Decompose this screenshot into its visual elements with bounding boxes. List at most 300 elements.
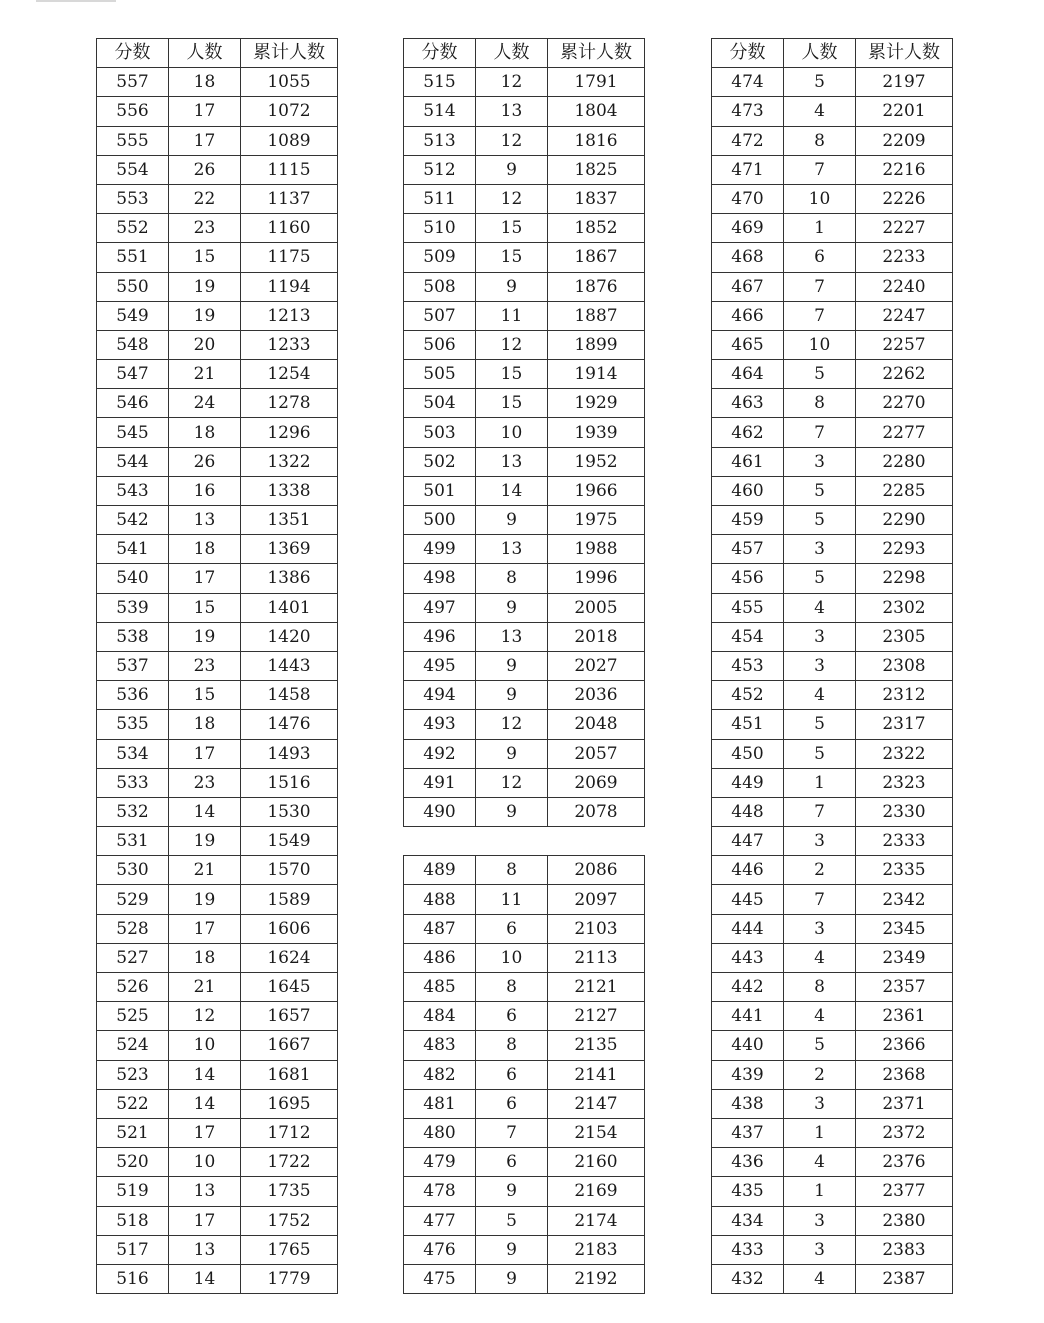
table-row	[97, 710, 338, 739]
table-row	[712, 1264, 953, 1293]
cumulative-cell: 1606	[241, 914, 338, 943]
table-row	[404, 418, 645, 447]
score-cell: 506	[404, 330, 476, 359]
table-row	[97, 1206, 338, 1235]
table-row	[97, 447, 338, 476]
table-row	[97, 797, 338, 826]
count-cell: 21	[169, 973, 241, 1002]
cumulative-cell: 1816	[548, 126, 645, 155]
cumulative-cell: 2317	[856, 710, 953, 739]
cumulative-cell: 2280	[856, 447, 953, 476]
cumulative-cell: 2312	[856, 681, 953, 710]
blank-cell	[404, 827, 645, 856]
score-cell: 482	[404, 1060, 476, 1089]
score-cell: 517	[97, 1235, 169, 1264]
table-row	[97, 1031, 338, 1060]
table-row	[97, 651, 338, 680]
count-cell: 14	[169, 1264, 241, 1293]
cumulative-cell: 1589	[241, 885, 338, 914]
cumulative-cell: 1765	[241, 1235, 338, 1264]
cumulative-cell: 1278	[241, 389, 338, 418]
score-cell: 537	[97, 651, 169, 680]
count-cell: 11	[476, 885, 548, 914]
score-cell: 555	[97, 126, 169, 155]
cumulative-cell: 2330	[856, 797, 953, 826]
score-cell: 497	[404, 593, 476, 622]
count-cell: 13	[476, 622, 548, 651]
table-row	[712, 885, 953, 914]
cumulative-cell: 2308	[856, 651, 953, 680]
cumulative-cell: 2380	[856, 1206, 953, 1235]
count-cell: 13	[169, 1177, 241, 1206]
count-cell: 5	[784, 564, 856, 593]
cumulative-cell: 1837	[548, 184, 645, 213]
count-cell: 7	[784, 272, 856, 301]
cumulative-cell: 2366	[856, 1031, 953, 1060]
score-cell: 541	[97, 535, 169, 564]
score-cell: 529	[97, 885, 169, 914]
table-row	[712, 1002, 953, 1031]
count-cell: 18	[169, 943, 241, 972]
cumulative-cell: 2201	[856, 97, 953, 126]
count-cell: 10	[784, 184, 856, 213]
cumulative-cell: 1089	[241, 126, 338, 155]
cumulative-cell: 1549	[241, 827, 338, 856]
cumulative-cell: 1952	[548, 447, 645, 476]
cumulative-cell: 2086	[548, 856, 645, 885]
table-row	[404, 593, 645, 622]
count-cell: 17	[169, 1206, 241, 1235]
cumulative-cell: 2371	[856, 1089, 953, 1118]
score-cell: 434	[712, 1206, 784, 1235]
cumulative-cell: 2298	[856, 564, 953, 593]
table-row	[97, 68, 338, 97]
score-cell: 440	[712, 1031, 784, 1060]
count-cell: 1	[784, 1177, 856, 1206]
count-cell: 21	[169, 360, 241, 389]
count-cell: 18	[169, 68, 241, 97]
cumulative-cell: 2057	[548, 739, 645, 768]
score-cell: 512	[404, 155, 476, 184]
score-cell: 439	[712, 1060, 784, 1089]
score-cell: 436	[712, 1148, 784, 1177]
column-header: 分数	[712, 39, 784, 68]
score-cell: 511	[404, 184, 476, 213]
score-cell: 509	[404, 243, 476, 272]
score-cell: 540	[97, 564, 169, 593]
cumulative-cell: 1213	[241, 301, 338, 330]
cumulative-cell: 2233	[856, 243, 953, 272]
score-cell: 468	[712, 243, 784, 272]
score-cell: 505	[404, 360, 476, 389]
cumulative-cell: 1386	[241, 564, 338, 593]
cumulative-cell: 1722	[241, 1148, 338, 1177]
cumulative-cell: 2342	[856, 885, 953, 914]
table-row	[712, 447, 953, 476]
count-cell: 5	[784, 739, 856, 768]
score-cell: 551	[97, 243, 169, 272]
cumulative-cell: 2078	[548, 797, 645, 826]
table-row	[97, 1089, 338, 1118]
table-row	[97, 1002, 338, 1031]
count-cell: 3	[784, 827, 856, 856]
count-cell: 10	[169, 1148, 241, 1177]
score-cell: 446	[712, 856, 784, 885]
score-cell: 542	[97, 506, 169, 535]
count-cell: 4	[784, 1148, 856, 1177]
count-cell: 4	[784, 1002, 856, 1031]
count-cell: 5	[784, 360, 856, 389]
table-row	[712, 681, 953, 710]
cumulative-cell: 2372	[856, 1118, 953, 1147]
count-cell: 10	[476, 943, 548, 972]
cumulative-cell: 1194	[241, 272, 338, 301]
cumulative-cell: 1624	[241, 943, 338, 972]
table-row	[712, 1118, 953, 1147]
table-row	[404, 651, 645, 680]
count-cell: 2	[784, 856, 856, 885]
score-cell: 550	[97, 272, 169, 301]
count-cell: 26	[169, 447, 241, 476]
column-header: 累计人数	[241, 39, 338, 68]
score-cell: 447	[712, 827, 784, 856]
score-cell: 438	[712, 1089, 784, 1118]
cumulative-cell: 2169	[548, 1177, 645, 1206]
table-row	[97, 1264, 338, 1293]
table-row	[712, 768, 953, 797]
score-cell: 465	[712, 330, 784, 359]
blank-row	[404, 827, 645, 856]
count-cell: 7	[784, 301, 856, 330]
count-cell: 4	[784, 1264, 856, 1293]
header-row	[712, 39, 953, 68]
count-cell: 3	[784, 535, 856, 564]
cumulative-cell: 1712	[241, 1118, 338, 1147]
table-row	[712, 973, 953, 1002]
table-row	[404, 1235, 645, 1264]
table-row	[404, 97, 645, 126]
table-row	[97, 418, 338, 447]
table-row	[712, 622, 953, 651]
score-cell: 432	[712, 1264, 784, 1293]
table-row	[404, 1148, 645, 1177]
count-cell: 14	[476, 476, 548, 505]
table-row	[712, 360, 953, 389]
cumulative-cell: 2257	[856, 330, 953, 359]
score-cell: 491	[404, 768, 476, 797]
count-cell: 14	[169, 1089, 241, 1118]
cumulative-cell: 2262	[856, 360, 953, 389]
score-cell: 476	[404, 1235, 476, 1264]
table-row	[97, 97, 338, 126]
table-row	[404, 476, 645, 505]
cumulative-cell: 1369	[241, 535, 338, 564]
count-cell: 5	[784, 1031, 856, 1060]
count-cell: 1	[784, 1118, 856, 1147]
score-cell: 545	[97, 418, 169, 447]
score-cell: 548	[97, 330, 169, 359]
cumulative-cell: 1296	[241, 418, 338, 447]
score-cell: 489	[404, 856, 476, 885]
count-cell: 13	[169, 506, 241, 535]
table-row	[97, 1060, 338, 1089]
table-row	[97, 622, 338, 651]
table-row	[404, 243, 645, 272]
count-cell: 14	[169, 797, 241, 826]
count-cell: 9	[476, 1235, 548, 1264]
cumulative-cell: 2097	[548, 885, 645, 914]
cumulative-cell: 1338	[241, 476, 338, 505]
count-cell: 9	[476, 797, 548, 826]
table-row	[97, 564, 338, 593]
score-cell: 553	[97, 184, 169, 213]
table-row	[404, 1206, 645, 1235]
cumulative-cell: 1476	[241, 710, 338, 739]
count-cell: 15	[169, 681, 241, 710]
top-rule	[36, 0, 116, 2]
table-row	[404, 535, 645, 564]
table-row	[712, 564, 953, 593]
cumulative-cell: 2135	[548, 1031, 645, 1060]
table-row	[712, 535, 953, 564]
table-row	[712, 739, 953, 768]
score-table-1	[96, 38, 338, 1294]
cumulative-cell: 1420	[241, 622, 338, 651]
table-row	[97, 1118, 338, 1147]
table-row	[97, 184, 338, 213]
cumulative-cell: 1996	[548, 564, 645, 593]
score-cell: 479	[404, 1148, 476, 1177]
score-cell: 457	[712, 535, 784, 564]
cumulative-cell: 2113	[548, 943, 645, 972]
table-row	[404, 622, 645, 651]
count-cell: 4	[784, 943, 856, 972]
cumulative-cell: 1988	[548, 535, 645, 564]
count-cell: 24	[169, 389, 241, 418]
score-cell: 538	[97, 622, 169, 651]
score-cell: 526	[97, 973, 169, 1002]
column-header: 分数	[97, 39, 169, 68]
table-row	[404, 768, 645, 797]
count-cell: 21	[169, 856, 241, 885]
score-cell: 532	[97, 797, 169, 826]
table-row	[712, 506, 953, 535]
column-header: 人数	[476, 39, 548, 68]
score-cell: 513	[404, 126, 476, 155]
table-row	[404, 739, 645, 768]
count-cell: 17	[169, 564, 241, 593]
score-cell: 484	[404, 1002, 476, 1031]
score-cell: 549	[97, 301, 169, 330]
cumulative-cell: 1516	[241, 768, 338, 797]
table-row	[404, 710, 645, 739]
score-cell: 533	[97, 768, 169, 797]
count-cell: 6	[476, 914, 548, 943]
cumulative-cell: 2183	[548, 1235, 645, 1264]
score-cell: 475	[404, 1264, 476, 1293]
count-cell: 17	[169, 739, 241, 768]
cumulative-cell: 1645	[241, 973, 338, 1002]
count-cell: 8	[476, 564, 548, 593]
table-row	[712, 1177, 953, 1206]
count-cell: 15	[169, 593, 241, 622]
count-cell: 19	[169, 827, 241, 856]
cumulative-cell: 1752	[241, 1206, 338, 1235]
cumulative-cell: 1929	[548, 389, 645, 418]
score-cell: 464	[712, 360, 784, 389]
count-cell: 17	[169, 914, 241, 943]
table-row	[404, 1118, 645, 1147]
count-cell: 4	[784, 681, 856, 710]
count-cell: 12	[476, 126, 548, 155]
cumulative-cell: 1254	[241, 360, 338, 389]
count-cell: 3	[784, 622, 856, 651]
count-cell: 3	[784, 1206, 856, 1235]
table-row	[712, 389, 953, 418]
cumulative-cell: 2322	[856, 739, 953, 768]
table-row	[712, 330, 953, 359]
score-cell: 469	[712, 214, 784, 243]
score-cell: 483	[404, 1031, 476, 1060]
count-cell: 3	[784, 1235, 856, 1264]
table-row	[97, 1177, 338, 1206]
table-row	[97, 1235, 338, 1264]
table-row	[712, 126, 953, 155]
score-cell: 463	[712, 389, 784, 418]
cumulative-cell: 2247	[856, 301, 953, 330]
cumulative-cell: 2323	[856, 768, 953, 797]
cumulative-cell: 1791	[548, 68, 645, 97]
score-cell: 455	[712, 593, 784, 622]
count-cell: 6	[476, 1089, 548, 1118]
table-row	[404, 68, 645, 97]
cumulative-cell: 1825	[548, 155, 645, 184]
cumulative-cell: 2174	[548, 1206, 645, 1235]
cumulative-cell: 2240	[856, 272, 953, 301]
column-header: 累计人数	[548, 39, 645, 68]
table-row	[404, 1177, 645, 1206]
cumulative-cell: 2005	[548, 593, 645, 622]
table-row	[712, 914, 953, 943]
cumulative-cell: 1493	[241, 739, 338, 768]
score-cell: 516	[97, 1264, 169, 1293]
table-row	[712, 272, 953, 301]
table-row	[404, 155, 645, 184]
count-cell: 8	[784, 973, 856, 1002]
cumulative-cell: 2376	[856, 1148, 953, 1177]
cumulative-cell: 2333	[856, 827, 953, 856]
cumulative-cell: 2147	[548, 1089, 645, 1118]
cumulative-cell: 1667	[241, 1031, 338, 1060]
cumulative-cell: 1975	[548, 506, 645, 535]
count-cell: 26	[169, 155, 241, 184]
table-row	[712, 827, 953, 856]
count-cell: 7	[476, 1118, 548, 1147]
cumulative-cell: 2127	[548, 1002, 645, 1031]
cumulative-cell: 2227	[856, 214, 953, 243]
count-cell: 9	[476, 681, 548, 710]
table-row	[97, 943, 338, 972]
table-row	[97, 593, 338, 622]
table-row	[97, 243, 338, 272]
score-cell: 522	[97, 1089, 169, 1118]
cumulative-cell: 1351	[241, 506, 338, 535]
count-cell: 15	[476, 360, 548, 389]
score-cell: 460	[712, 476, 784, 505]
score-cell: 478	[404, 1177, 476, 1206]
count-cell: 7	[784, 155, 856, 184]
table-row	[712, 155, 953, 184]
count-cell: 20	[169, 330, 241, 359]
score-cell: 493	[404, 710, 476, 739]
count-cell: 15	[169, 243, 241, 272]
table-row	[97, 535, 338, 564]
table-row	[97, 914, 338, 943]
score-cell: 519	[97, 1177, 169, 1206]
count-cell: 9	[476, 155, 548, 184]
table-row	[404, 885, 645, 914]
table-row	[712, 1031, 953, 1060]
count-cell: 18	[169, 418, 241, 447]
score-cell: 507	[404, 301, 476, 330]
table-row	[712, 1060, 953, 1089]
score-cell: 480	[404, 1118, 476, 1147]
count-cell: 18	[169, 710, 241, 739]
count-cell: 16	[169, 476, 241, 505]
count-cell: 10	[784, 330, 856, 359]
cumulative-cell: 2209	[856, 126, 953, 155]
table-row	[712, 943, 953, 972]
table-row	[712, 243, 953, 272]
cumulative-cell: 2103	[548, 914, 645, 943]
score-cell: 435	[712, 1177, 784, 1206]
cumulative-cell: 1735	[241, 1177, 338, 1206]
score-cell: 470	[712, 184, 784, 213]
score-cell: 556	[97, 97, 169, 126]
table-row	[712, 856, 953, 885]
count-cell: 10	[476, 418, 548, 447]
score-cell: 528	[97, 914, 169, 943]
cumulative-cell: 2377	[856, 1177, 953, 1206]
table-row	[712, 797, 953, 826]
score-cell: 534	[97, 739, 169, 768]
cumulative-cell: 1681	[241, 1060, 338, 1089]
score-cell: 502	[404, 447, 476, 476]
count-cell: 19	[169, 272, 241, 301]
column-header: 人数	[784, 39, 856, 68]
score-cell: 527	[97, 943, 169, 972]
count-cell: 6	[476, 1060, 548, 1089]
table-row	[97, 856, 338, 885]
cumulative-cell: 2383	[856, 1235, 953, 1264]
count-cell: 6	[476, 1002, 548, 1031]
table-row	[712, 1089, 953, 1118]
table-row	[712, 1148, 953, 1177]
count-cell: 4	[784, 97, 856, 126]
score-cell: 472	[712, 126, 784, 155]
count-cell: 7	[784, 797, 856, 826]
score-cell: 524	[97, 1031, 169, 1060]
table-row	[97, 681, 338, 710]
table-row	[404, 360, 645, 389]
table-row	[97, 126, 338, 155]
score-cell: 441	[712, 1002, 784, 1031]
count-cell: 8	[784, 126, 856, 155]
count-cell: 5	[784, 506, 856, 535]
count-cell: 2	[784, 1060, 856, 1089]
count-cell: 9	[476, 506, 548, 535]
score-cell: 481	[404, 1089, 476, 1118]
